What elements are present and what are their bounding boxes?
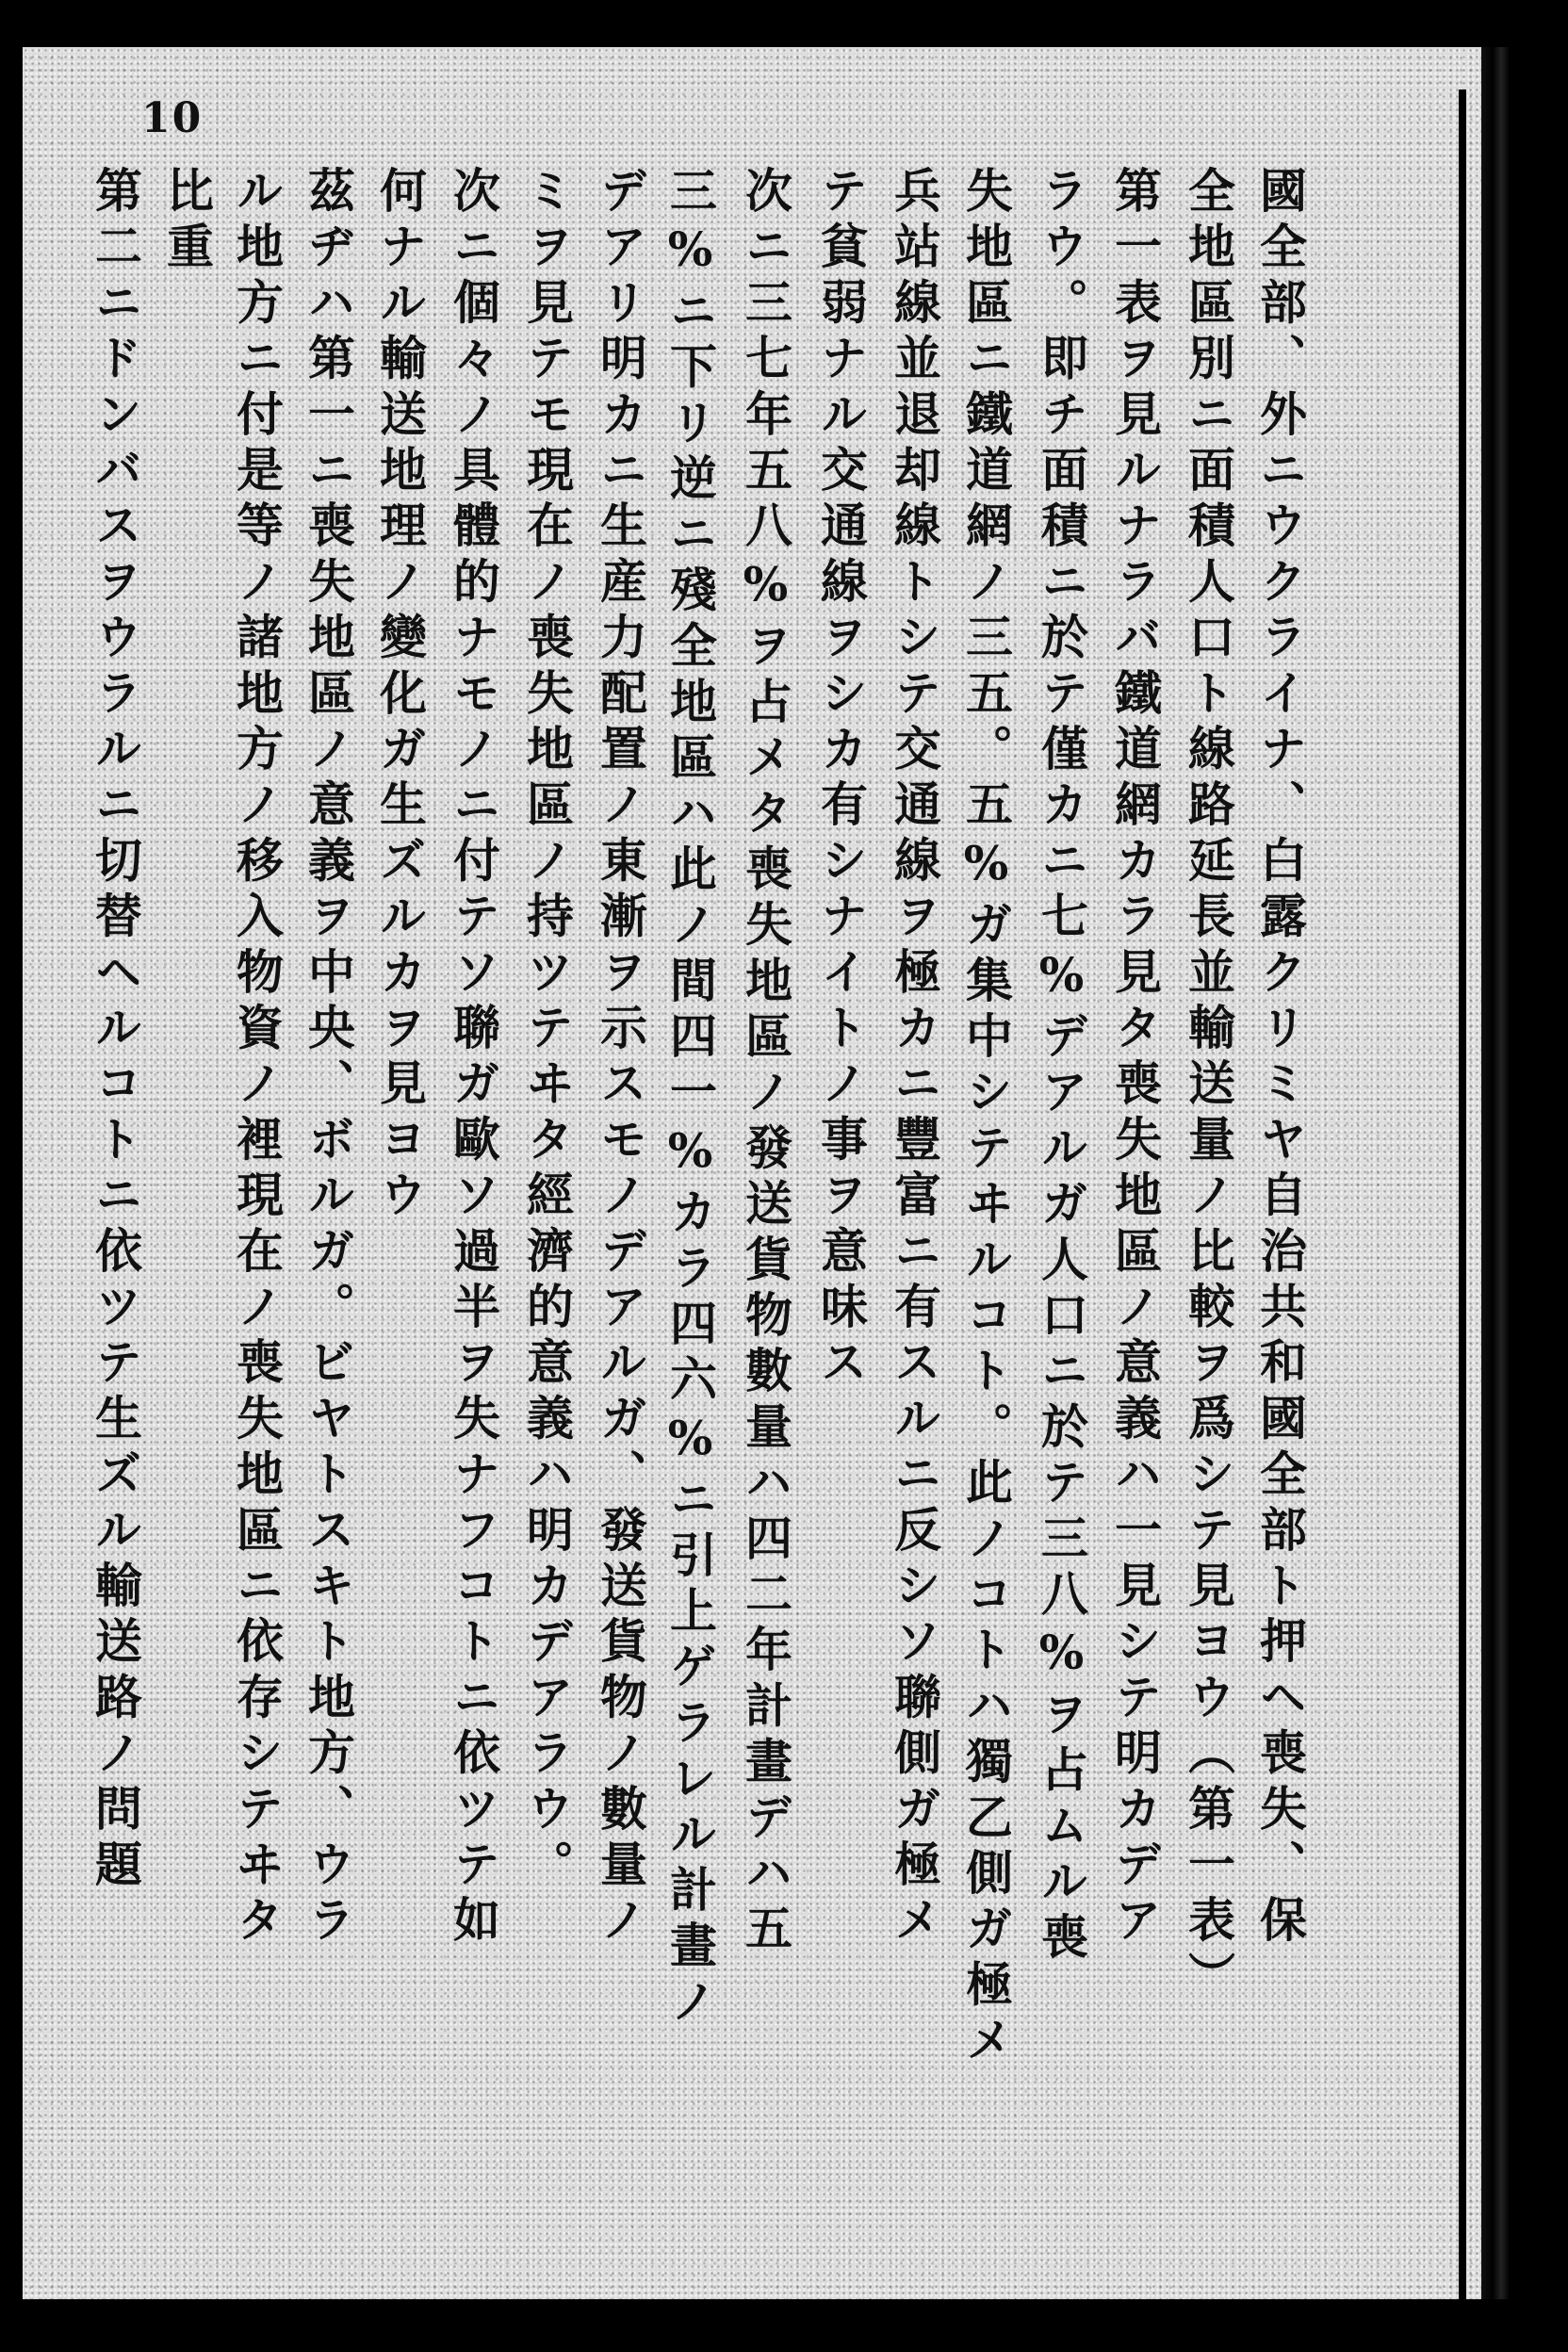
text-column-6: 兵站線並退却線トシテ交通線ヲ極カニ豐富ニ有スルニ反シソ聯側ガ極メ xyxy=(887,166,942,1952)
text-column-11: ミヲ見テモ現在ノ喪失地區ノ持ツテヰタ經濟的意義ハ明カデアラウ。 xyxy=(519,166,575,1896)
text-column-17: 第二ニドンバスヲウラルニ切替ヘルコトニ依ツテ生ズル輸送路ノ問題 xyxy=(88,166,143,1896)
text-column-8: 次ニ三七年五八%ヲ占メタ喪失地區ノ發送貨物數量ハ四二年計畫デハ五 xyxy=(738,166,793,1960)
text-column-2: 全地區別ニ面積人口ト線路延長並輸送量ノ比較ヲ爲シテ見ヨウ（第一表） xyxy=(1181,166,1236,2007)
text-column-12: 次ニ個々ノ具體的ナモノニ付テソ聯ガ歐ソ過半ヲ失ナフコトニ依ツテ如 xyxy=(446,166,501,1952)
text-column-4: ラウ。即チ面積ニ於テ僅カニ七%デアルガ人口ニ於テ三八%ヲ占ムル喪 xyxy=(1034,166,1089,1968)
text-column-3: 第一表ヲ見ルナラバ鐵道網カラ見タ喪失地區ノ意義ハ一見シテ明カデア xyxy=(1107,166,1163,1952)
text-column-7: テ貧弱ナル交通線ヲシカ有シナイトノ事ヲ意味ス xyxy=(813,166,869,1394)
text-column-14: 茲ヂハ第一ニ喪失地區ノ意義ヲ中央、ボルガ。ビヤトスキト地方、ウラ xyxy=(301,166,356,1952)
page-number: 10 xyxy=(141,94,204,142)
text-column-16: 比重 xyxy=(159,166,215,278)
text-column-15: ル地方ニ付是等ノ諸地方ノ移入物資ノ裡現在ノ喪失地區ニ依存シテヰタ xyxy=(229,166,285,1952)
binding-edge xyxy=(1481,47,1510,2299)
text-column-9: 三%ニ下リ逆ニ殘全地區ハ此ノ間四一%カラ四六%ニ引上ゲラレル計畫ノ xyxy=(662,166,718,2033)
text-column-10: デアリ明カニ生産力配置ノ東漸ヲ示スモノデアルガ、發送貨物ノ數量ノ xyxy=(593,166,648,1952)
binding-line xyxy=(1459,90,1466,2299)
text-column-13: 何ナル輸送地理ノ變化ガ生ズルカヲ見ヨウ xyxy=(372,166,428,1226)
text-column-5: 失地區ニ鐵道網ノ三五。五%ガ集中シテヰルコト。此ノコトハ獨乙側ガ極メ xyxy=(958,166,1014,2071)
text-column-1: 國全部、外ニウクライナ、白露クリミヤ自治共和國全部ト押ヘ喪失、保 xyxy=(1252,166,1308,1952)
